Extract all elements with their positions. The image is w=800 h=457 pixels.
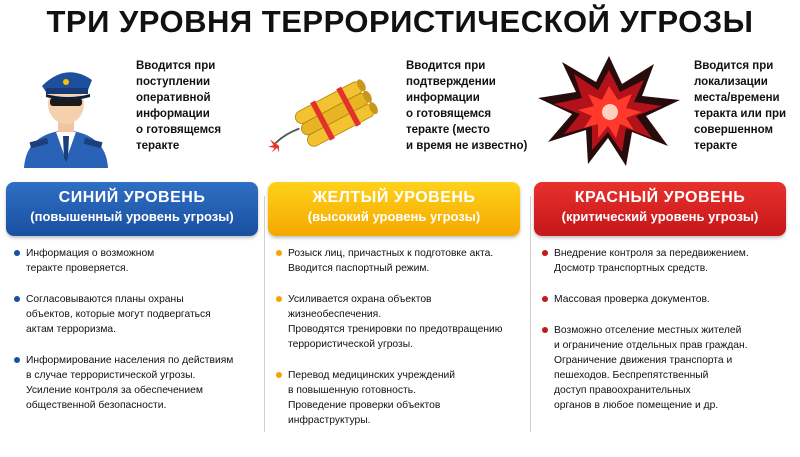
explosion-icon [534,50,684,170]
intro-text: Вводится при локализации места/времени теракта или при совершенном теракте [694,60,787,152]
intro-text: Вводится при поступлении оперативной информации о готовящемся теракте [136,60,222,152]
bullet-icon [276,296,282,302]
dynamite-icon [268,50,388,170]
column-red-level [534,50,796,457]
level-subtitle: (высокий уровень угрозы) [307,209,481,224]
level-banner-red [534,182,786,236]
bullet-icon [14,357,20,363]
measures-list [14,246,258,429]
list-item: Розыск лиц, причастных к подготовке акта. Вводится паспортный режим. [276,246,520,276]
bullet-icon [276,250,282,256]
bullet-icon [276,372,282,378]
bullet-icon [542,327,548,333]
bullet-icon [14,296,20,302]
level-title: ЖЕЛТЫЙ УРОВЕНЬ [312,189,476,206]
level-subtitle: (повышенный уровень угрозы) [30,209,234,224]
bullet-icon [542,296,548,302]
list-item: Информация о возможном теракте проверяется. [14,246,258,276]
policeman-icon [6,50,126,170]
level-banner-yellow [268,182,520,236]
bullet-icon [14,250,20,256]
list-item: Перевод медицинских учреждений в повышенную готовность. Проведение проверки объектов инфраструктуры. [276,368,520,428]
page-title: ТРИ УРОВНЯ ТЕРРОРИСТИЧЕСКОЙ УГРОЗЫ [46,4,754,39]
list-item: Массовая проверка документов. [542,292,786,307]
bullet-icon [542,250,548,256]
measures-list [276,246,520,444]
column-blue-level [6,50,268,457]
column-divider [264,196,265,432]
column-yellow-level [268,50,530,457]
level-banner-blue [6,182,258,236]
list-item: Усиливается охрана объектов жизнеобеспечения. Проводятся тренировки по предотвращению террористической угрозы. [276,292,520,352]
level-title: КРАСНЫЙ УРОВЕНЬ [574,189,746,206]
list-item: Согласовываются планы охраны объектов, которые могут подвергаться актам терроризма. [14,292,258,337]
intro-text: Вводится при подтверждении информации о готовящемся теракте (место и время не известно) [406,60,528,152]
list-item: Возможно отселение местных жителей и ограничение отдельных прав граждан. Ограничение движения транспорта и пешеходов. Беспрепятственный доступ правоохранительных органов в любое помещение и др. [542,323,786,413]
list-item: Внедрение контроля за передвижением. Досмотр транспортных средств. [542,246,786,276]
measures-list [542,246,786,429]
list-item: Информирование населения по действиям в случае террористической угрозы. Усиление контроля за обеспечением общественной безопасности. [14,353,258,413]
level-subtitle: (критический уровень угрозы) [561,209,759,224]
column-divider [530,196,531,432]
level-title: СИНИЙ УРОВЕНЬ [58,189,206,206]
